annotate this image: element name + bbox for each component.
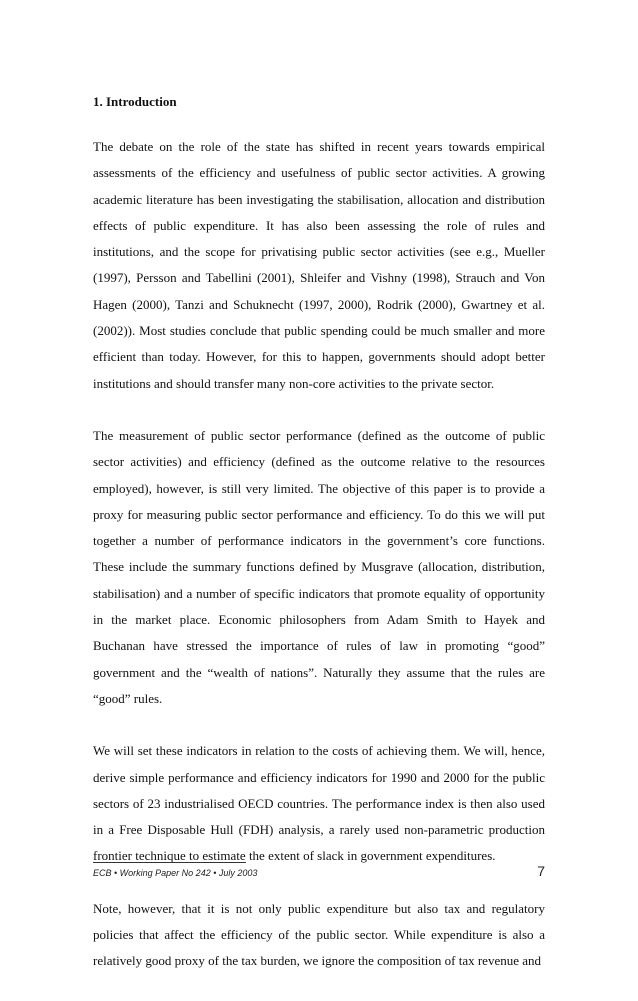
footer-divider — [93, 862, 246, 863]
page-number: 7 — [537, 863, 545, 879]
paragraph-measurement: The measurement of public sector performance (defined as the outcome of public sector activities) and efficiency (defined as the outcome relative to the resources employed), however, is still very limited. The objective of this paper is to provide a proxy for measuring public sector performance and efficiency. To do this we will put together a number of performance indicators in the government’s core functions. These include the summary functions defined by Musgrave (allocation, distribution, stabilisation) and a number of specific indicators that promote equality of opportunity in the market place. Economic philosophers from Adam Smith to Hayek and Buchanan have stressed the importance of rules of law in promoting “good” government and the “wealth of nations”. Naturally they assume that the rules are “good” rules. — [93, 427, 545, 706]
paragraph-indicators: We will set these indicators in relation to the costs of achieving them. We will, hence, derive simple performance and efficiency indicators for 1990 and 2000 for the public sectors of 23 industrialised OECD countries. The performance index is then also used in a Free Disposable Hull (FDH) analysis, a rarely used non-parametric production frontier technique to estimate the extent of slack in government expenditures. — [93, 743, 545, 864]
footer-publication: ECB • Working Paper No 242 • July 2003 — [93, 868, 258, 878]
paragraph-intro-debate: The debate on the role of the state has shifted in recent years towards empirical assessments of the efficiency and usefulness of public sector activities. A growing academic literature has been investigating the stabilisation, allocation and distribution effects of public expenditure. It has also been assessing the role of rules and institutions, and the scope for privatising public sector activities (see e.g., Mueller (1997), Persson and Tabellini (2001), Shleifer and Vishny (1998), Strauch and Von Hagen (2000), Tanzi and Schuknecht (1997, 2000), Rodrik (2000), Gwartney et al. (2002)). Most studies conclude that public spending could be much smaller and more efficient than today. However, for this to happen, governments should adopt better institutions and should transfer many non-core activities to the private sector. — [93, 139, 545, 391]
paragraph-tax-note: Note, however, that it is not only public expenditure but also tax and regulatory policies that affect the efficiency of the public sector. While expenditure is also a relatively good proxy of the tax burden, we ignore the composition of tax revenue and — [93, 900, 545, 969]
section-heading: 1. Introduction — [93, 94, 177, 109]
